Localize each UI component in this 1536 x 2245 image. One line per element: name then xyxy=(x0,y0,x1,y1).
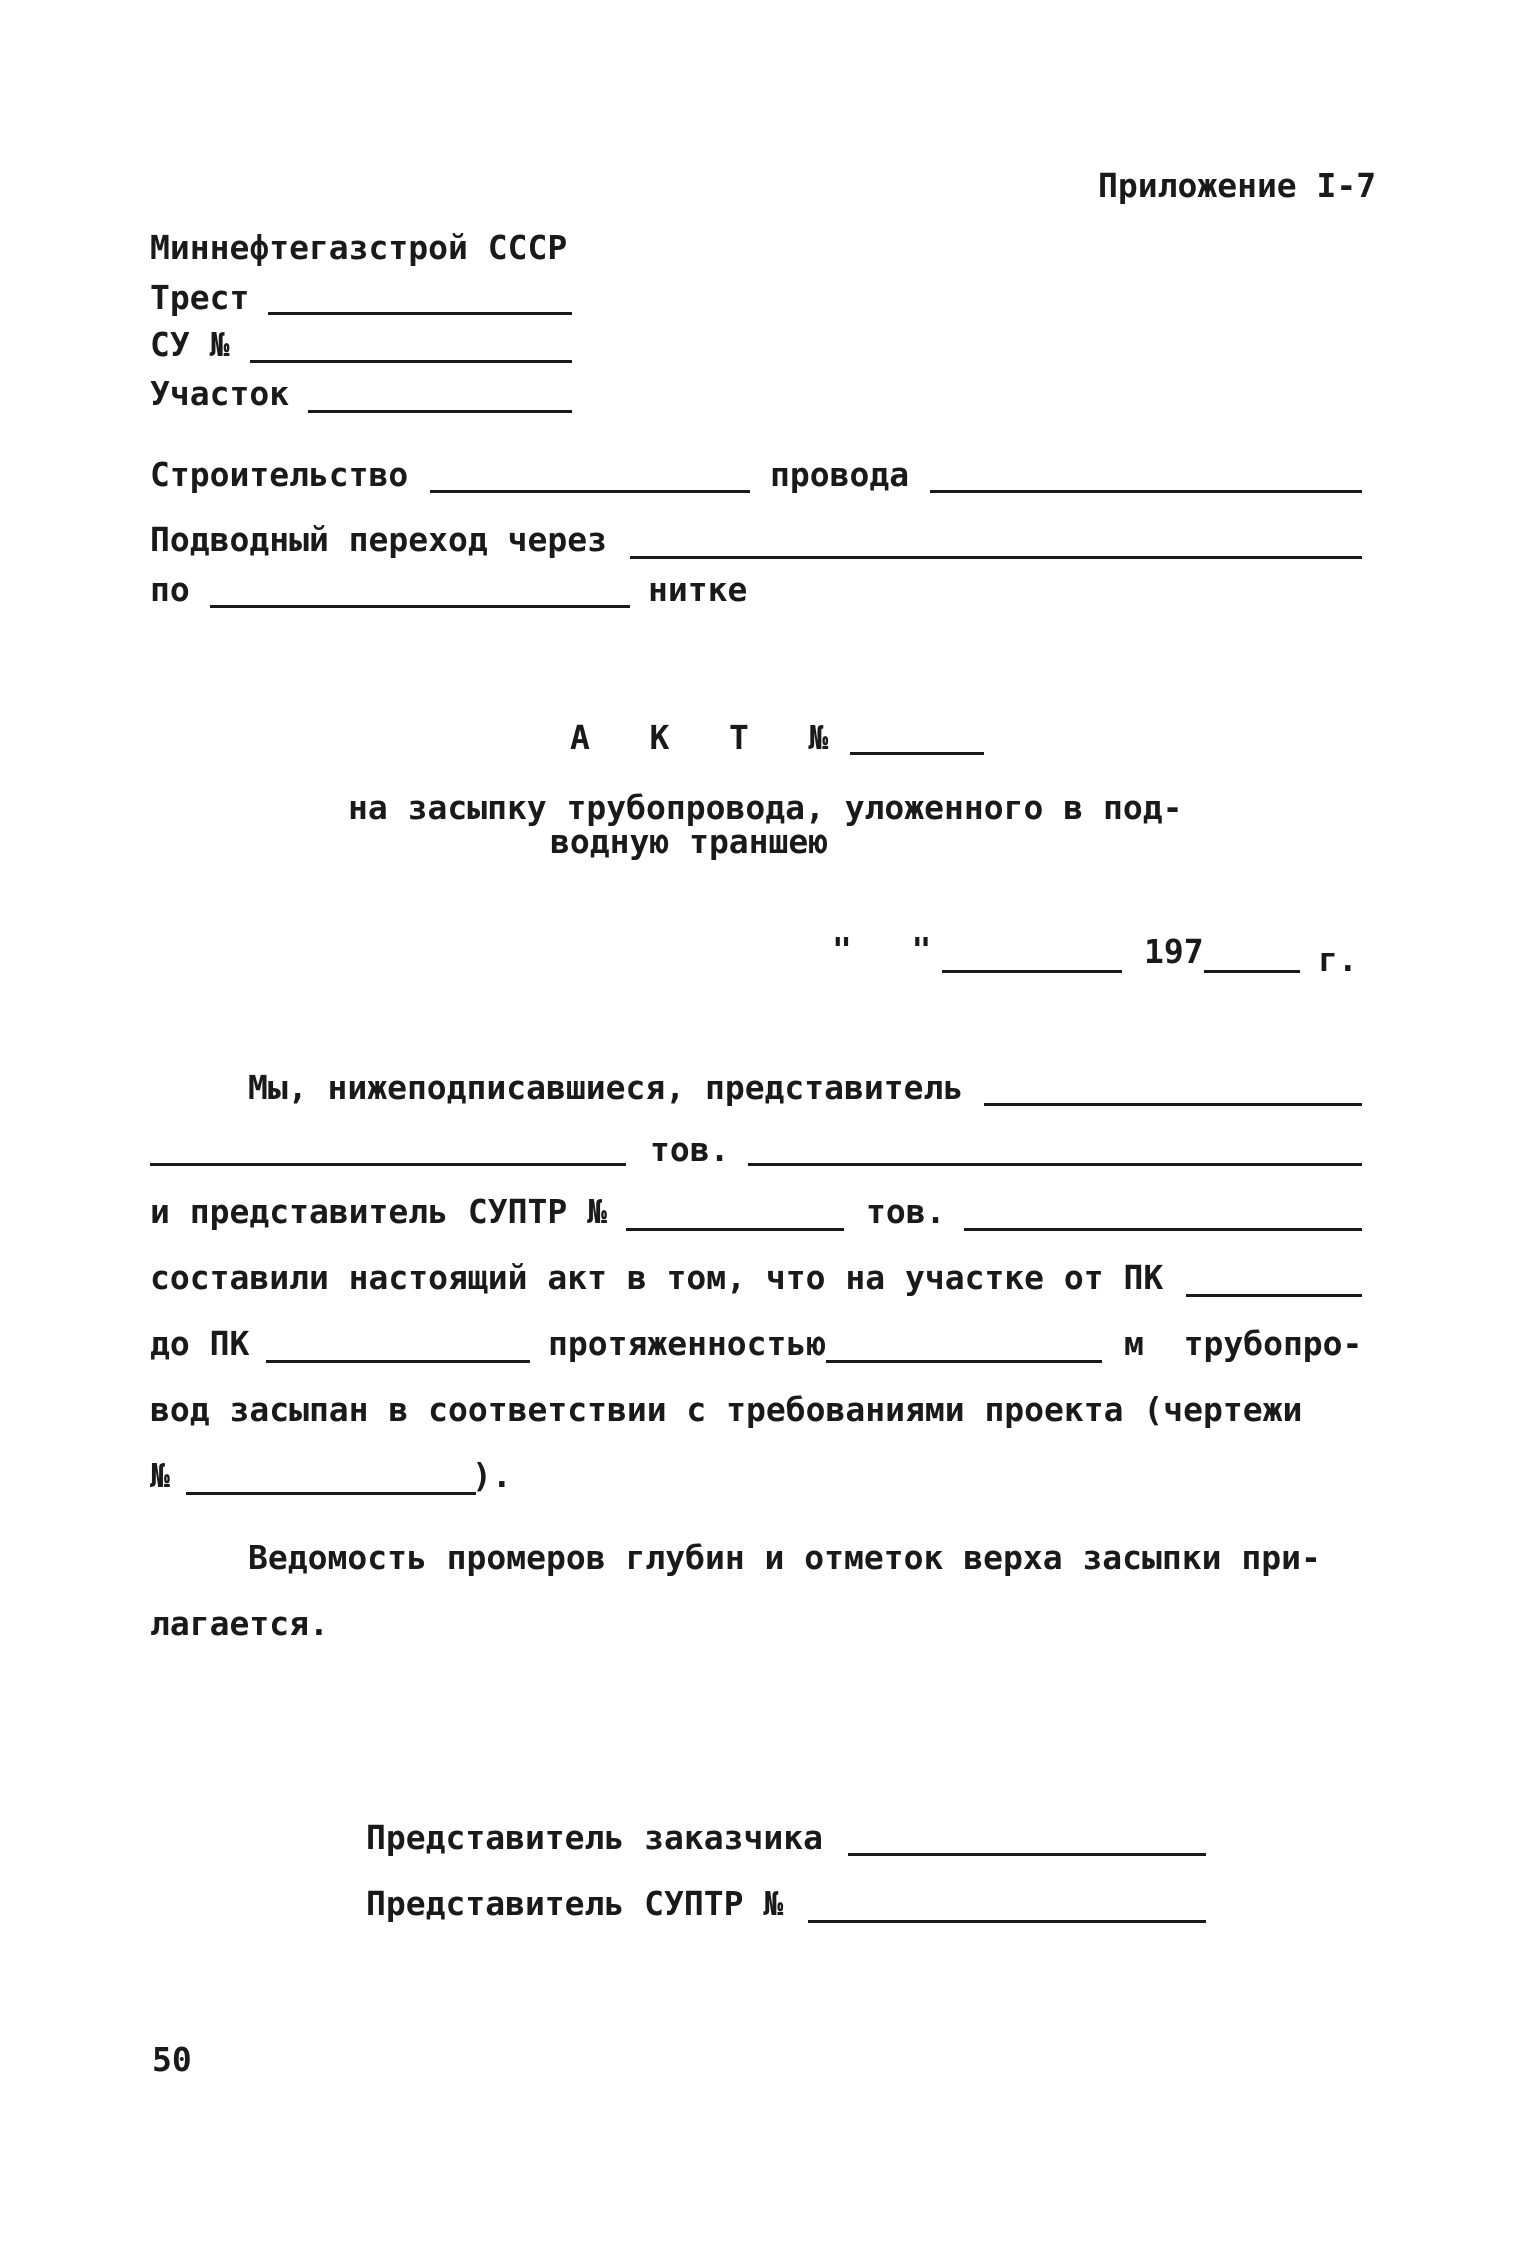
ministry-name: Миннефтегазстрой СССР xyxy=(150,228,568,267)
act-subtitle-line-1: на засыпку трубопровода, уложенного в под- xyxy=(348,788,1183,827)
construction-blank-line xyxy=(430,490,750,493)
date-quotes: " " xyxy=(832,930,932,969)
from-pk-blank-line xyxy=(1186,1294,1362,1297)
crossing-blank-line xyxy=(630,556,1362,559)
page-number: 50 xyxy=(152,2040,192,2079)
comrade-2-blank-line xyxy=(964,1228,1362,1231)
customer-rep-label: Представитель заказчика xyxy=(366,1818,823,1857)
suptr-rep-label: и представитель СУПТР № xyxy=(150,1192,607,1231)
suptr-rep-signature-label: Представитель СУПТР № xyxy=(366,1884,784,1923)
body-line-6: вод засыпан в соответствии с требованиями проекта (чертежи xyxy=(150,1390,1303,1429)
suptr-number-blank-line xyxy=(626,1228,844,1231)
to-pk-label: до ПК xyxy=(150,1324,250,1363)
length-label: протяженностью xyxy=(548,1324,827,1363)
trust-label: Трест xyxy=(150,278,250,317)
drawing-number-blank-line xyxy=(186,1492,476,1495)
date-year: 197 xyxy=(1144,932,1204,971)
to-pk-blank-line xyxy=(266,1360,530,1363)
statement-line-1: Ведомость промеров глубин и отметок верха засыпки при- xyxy=(248,1538,1321,1577)
along-blank-line xyxy=(210,605,630,608)
rep-org-blank-line xyxy=(150,1163,626,1166)
crossing-label: Подводный переход через xyxy=(150,520,607,559)
body-line-1: Мы, нижеподписавшиеся, представитель xyxy=(248,1068,964,1107)
date-blank-line xyxy=(942,970,1122,973)
along-label: по xyxy=(150,570,190,609)
year-blank-line xyxy=(1204,970,1300,973)
length-blank-line xyxy=(826,1360,1102,1363)
meters-pipeline-label: м трубопро- xyxy=(1124,1324,1363,1363)
comrade-1-blank-line xyxy=(748,1163,1362,1166)
string-label: нитке xyxy=(648,570,748,609)
construction-label: Строительство xyxy=(150,455,409,494)
rep-blank-line xyxy=(984,1103,1362,1106)
drawing-close-paren: ). xyxy=(472,1456,512,1495)
trust-blank-line xyxy=(268,312,572,315)
act-number-blank-line xyxy=(850,752,984,755)
su-blank-line xyxy=(250,360,572,363)
section-label: Участок xyxy=(150,374,290,413)
body-line-4: составили настоящий акт в том, что на участке от ПК xyxy=(150,1258,1164,1297)
pipeline-blank-line xyxy=(930,490,1362,493)
appendix-label: Приложение I-7 xyxy=(1098,166,1377,205)
section-blank-line xyxy=(308,410,572,413)
statement-line-2: лагается. xyxy=(150,1604,329,1643)
comrade-label-2: тов. xyxy=(866,1192,946,1231)
comrade-label-1: тов. xyxy=(650,1130,730,1169)
pipeline-label: провода xyxy=(770,455,910,494)
su-label: СУ № xyxy=(150,325,230,364)
drawing-number-sign: № xyxy=(150,1456,170,1495)
customer-signature-line xyxy=(848,1853,1206,1856)
date-year-suffix: г. xyxy=(1318,940,1358,979)
act-title: А К Т № xyxy=(570,718,829,757)
act-subtitle-line-2: водную траншею xyxy=(550,822,829,861)
suptr-signature-line xyxy=(808,1920,1206,1923)
